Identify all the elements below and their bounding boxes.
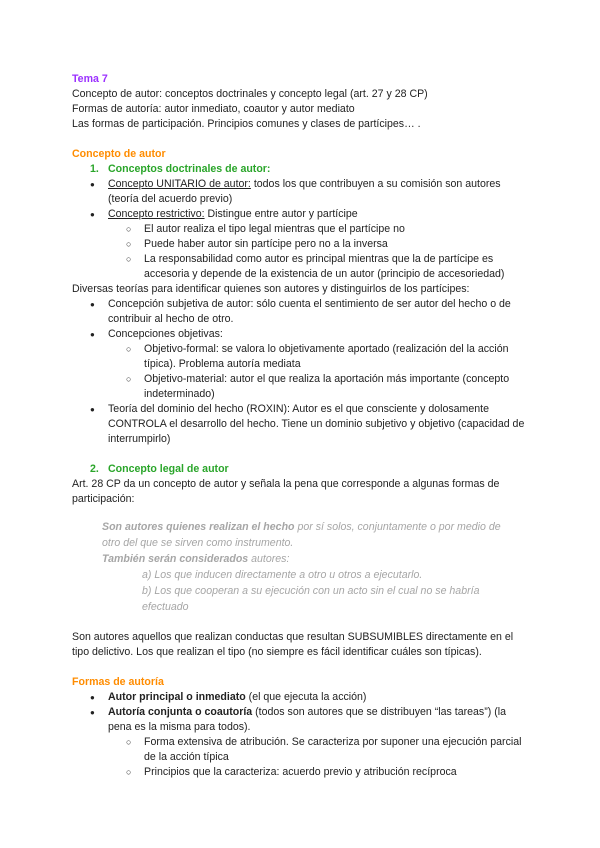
item-text: El autor realiza el tipo legal mientras que el partícipe no [144,223,405,235]
circle-bullet-icon: ○ [126,767,132,777]
circle-bullet-icon: ○ [126,239,132,249]
header-line-2: Formas de autoría: autor inmediato, coautor y autor mediato [72,103,355,115]
item-text: Distingue entre autor y partícipe [204,208,358,220]
section-number: 2. [90,463,99,475]
bullet-icon: ● [90,405,95,414]
circle-bullet-icon: ○ [126,344,132,354]
sub-list-item [126,222,532,237]
quote-item-a: a) Los que inducen directamente a otro u otros a ejecutarlo. [142,569,423,581]
subsumibles-paragraph: Son autores aquellos que realizan conductas que resultan SUBSUMIBLES directamente en el tipo delictivo. Los que realizan el tipo (no siempre es fácil identificar cuáles son típicas). [72,631,514,658]
item-text: todos los que contribuyen a su comisión son autores (teoría del acuerdo previo) [108,178,501,205]
document-content [72,72,532,780]
sub-list-item [126,342,532,372]
bullet-icon: ● [90,693,95,702]
bullet-icon: ● [90,300,95,309]
header-line-3: Las formas de participación. Principios comunes y clases de partícipes… . [72,118,421,130]
circle-bullet-icon: ○ [126,737,132,747]
bullet-icon: ● [90,330,95,339]
section-2-heading [90,462,532,477]
quote-lead-bold: Son autores quienes realizan el hecho [102,521,295,533]
sub-list-item [126,735,532,765]
teorias-intro: Diversas teorías para identificar quienes son autores y distinguirlos de los partícipes: [72,283,470,295]
bullet-icon: ● [90,708,95,717]
quote-tambien-rest: autores: [248,553,290,565]
list-item [90,705,532,735]
term-autor-principal: Autor principal o inmediato [108,691,246,703]
list-item [90,690,532,705]
list-item [90,177,532,207]
header-line-1: Concepto de autor: conceptos doctrinales y concepto legal (art. 27 y 28 CP) [72,88,428,100]
circle-bullet-icon: ○ [126,254,132,264]
sub-list-item [126,237,532,252]
list-item [90,402,532,447]
circle-bullet-icon: ○ [126,224,132,234]
quote-tambien-bold: También serán considerados [102,553,249,565]
sub-list-item [126,372,532,402]
item-text: Objetivo-material: autor el que realiza la aportación más importante (concepto indeterminado) [144,373,510,400]
section-1-heading [90,162,532,177]
list-item [90,327,532,342]
item-text: La responsabilidad como autor es principal mientras que la de partícipe es accesoria y depende de la existencia de un autor (principio de accesoriedad) [144,253,505,280]
item-text: Forma extensiva de atribución. Se caracteriza por suponer una ejecución parcial de la acción típica [144,736,522,763]
item-text: Objetivo-formal: se valora lo objetivamente aportado (realización del la acción típica). Problema autoría mediata [144,343,509,370]
bullet-icon: ● [90,180,95,189]
section-title: Concepto legal de autor [108,463,229,475]
sub-list-item [126,252,532,282]
sub-list-item [126,765,532,780]
list-item [90,207,532,222]
list-item [90,297,532,327]
circle-bullet-icon: ○ [126,374,132,384]
bullet-icon: ● [90,210,95,219]
item-text: (todos son autores que se distribuyen “las tareas”) (la pena es la misma para todos). [108,706,506,733]
heading-concepto-autor: Concepto de autor [72,148,166,160]
item-text: Teoría del dominio del hecho (ROXIN): Autor es el que consciente y dolosamente CONTROLA el desarrollo del hecho. Tiene un dominio subjetivo y objetivo (capacidad de interrumpirlo) [108,403,525,445]
section-number: 1. [90,163,99,175]
term-coautoria: Autoría conjunta o coautoría [108,706,253,718]
art28-text: Art. 28 CP da un concepto de autor y señala la pena que corresponde a algunas formas de participación: [72,478,500,505]
legal-quote [102,519,512,615]
heading-formas-autoria: Formas de autoría [72,676,164,688]
term-unitario: Concepto UNITARIO de autor: [108,178,251,190]
topic-title: Tema 7 [72,73,108,85]
item-text: (el que ejecuta la acción) [245,691,367,703]
section-title: Conceptos doctrinales de autor: [108,163,271,175]
item-text: Puede haber autor sin partícipe pero no a la inversa [144,238,388,250]
quote-lead-rest: por sí solos, conjuntamente o por medio de otro del que se sirven como instrumento. [102,521,501,549]
item-text: Concepción subjetiva de autor: sólo cuenta el sentimiento de ser autor del hecho o de contribuir al hecho de otro. [108,298,511,325]
item-text: Concepciones objetivas: [108,328,223,340]
quote-item-b: b) Los que cooperan a su ejecución con un acto sin el cual no se habría efectuado [142,585,480,613]
term-restrictivo: Concepto restrictivo: [108,208,205,220]
item-text: Principios que la caracteriza: acuerdo previo y atribución recíproca [144,766,457,778]
